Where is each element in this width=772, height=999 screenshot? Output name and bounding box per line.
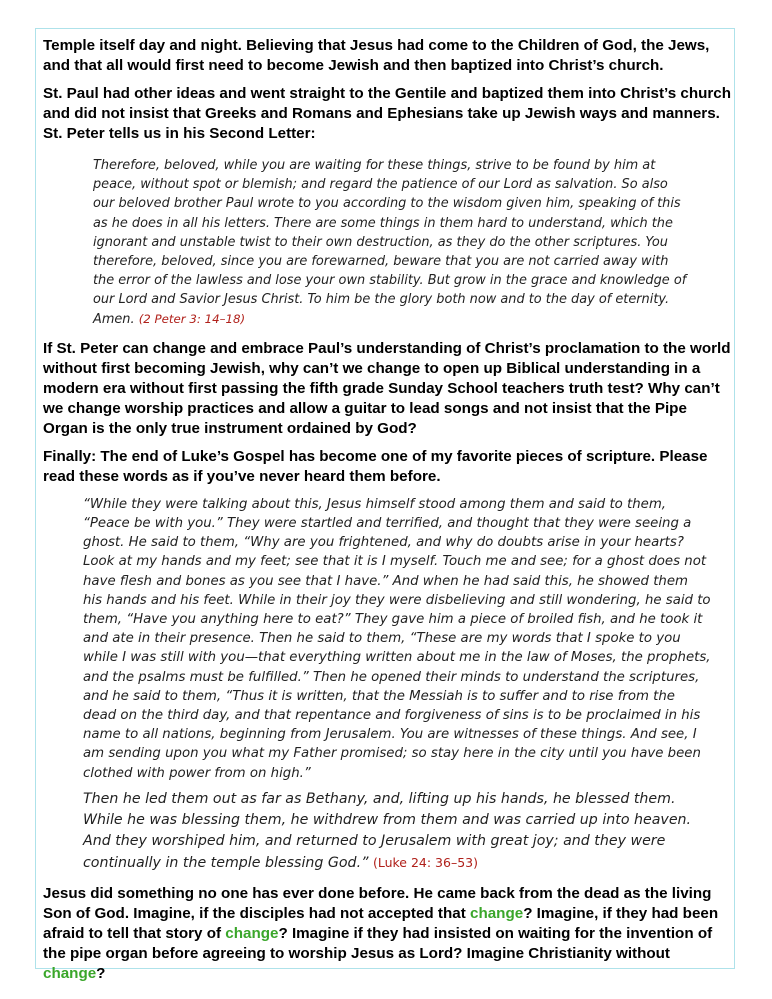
conclusion-text-b: ? Imagine, if they had been afraid to tell that story of [43,904,719,942]
highlight-change-3: change [43,964,97,982]
citation-luke: (Luke 24: 36–53) [372,854,478,870]
conclusion-text-a: Jesus did something no one has ever done before. He came back from the dead as the living Son of God. Imagine, if the disciples had not accepted that [43,884,712,922]
citation-2-peter: (2 Peter 3: 14–18) [138,311,246,326]
quote-2-peter [93,156,693,329]
quote-2-peter-text: Therefore, beloved, while you are waiting for these things, strive to be found by him at peace, without spot or blemish; and regard the patience of our Lord as salvation. So also our beloved brother Paul wrote to you according to the wisdom given him, speaking of this as he does in all his letters. There are some things in them hard to understand, which the ignorant and unstable twist to their own destruction, as they do the other scriptures. You therefore, beloved, since you are forewarned, beware that you are not carried away with the error of the lawless and lose your own stability. But grow in the grace and knowledge of our Lord and Savior Jesus Christ. To him be the glory both now and to the day of eternity. Amen. [93,158,687,327]
highlight-change-1: change [470,904,524,922]
quote-luke-part1: “While they were talking about this, Jesus himself stood among them and said to them, “Peace be with you.” They were startled and terrified, and thought that they were seeing a ghost. He said to them, “Why are you frightened, and why do doubts arise in your hearts? Look at my hands and my feet; see that it is I myself. Touch me and see; for a ghost does not have flesh and bones as you see that I have.” And when he had said this, he showed them his hands and his feet. While in their joy they were disbelieving and still wondering, he said to them, “Have you anything here to eat?” They gave him a piece of broiled fish, and he took it and ate in their presence. Then he said to them, “These are my words that I spoke to you while I was still with you—that everything written about me in the law of Moses, the prophets, and the psalms must be fulfilled.” Then he opened their minds to understand the scriptures, and he said to them, “Thus it is written, that the Messiah is to suffer and to rise from the dead on the third day, and that repentance and forgiveness of sins is to be proclaimed in his name to all nations, beginning from Jerusalem. You are witnesses of these things. And see, I am sending upon you what my Father promised; so stay here in the city until you have been clothed with power from on high.” [83,496,711,781]
document-body [43,36,733,992]
paragraph-st-paul: St. Paul had other ideas and went straight to the Gentile and baptized them into Christ’s church and did not insist that Greeks and Romans and Ephesians take up Jewish ways and manners. St. Peter tells us in his Second Letter: [43,85,732,142]
paragraph-finally: Finally: The end of Luke’s Gospel has become one of my favorite pieces of scripture. Please read these words as if you’ve never heard them before. [43,447,708,485]
conclusion-text-c: ? Imagine if they had insisted on waiting for the invention of the pipe organ before agreeing to worship Jesus as Lord? Imagine Christianity without [43,924,713,962]
paragraph-conclusion [43,884,733,984]
highlight-change-2: change [225,924,279,942]
quote-luke-part2 [83,789,693,874]
conclusion-text-d: ? [96,964,106,982]
paragraph-change-question: If St. Peter can change and embrace Paul’s understanding of Christ’s proclamation to the world without first becoming Jewish, why can’t we change to open up Biblical understanding in a modern era without first passing the fifth grade Sunday School teachers truth test? Why can’t we change worship practices and allow a guitar to lead songs and not insist that the Pipe Organ is the only true instrument ordained by God? [43,339,731,437]
quote-luke-part2-text: Then he led them out as far as Bethany, and, lifting up his hands, he blessed them. While he was blessing them, he withdrew from them and was carried up into heaven. And they worshiped him, and returned to Jerusalem with great joy; and they were continually in the temple blessing God.” [83,790,692,871]
paragraph-temple: Temple itself day and night. Believing that Jesus had come to the Children of God, the Jews, and that all would first need to become Jewish and then baptized into Christ’s church. [43,37,710,74]
